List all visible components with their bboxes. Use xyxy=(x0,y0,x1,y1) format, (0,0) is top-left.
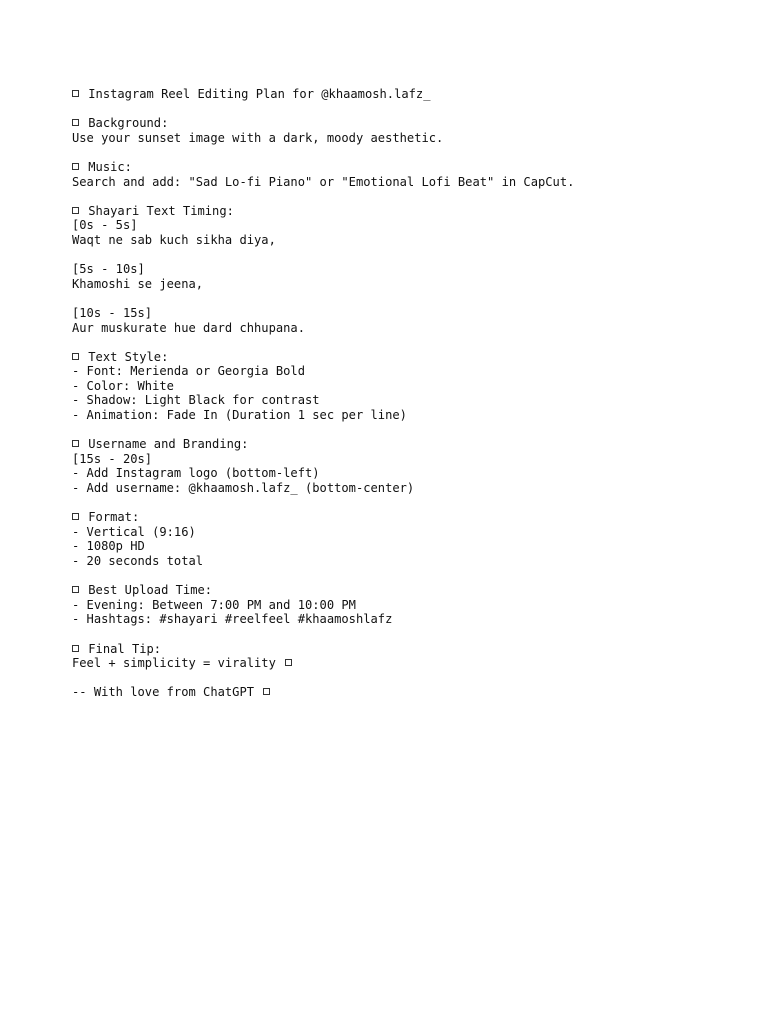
spacer xyxy=(72,496,752,511)
shayari-heading: Shayari Text Timing: xyxy=(88,203,234,218)
spacer xyxy=(72,627,752,642)
missing-glyph-icon xyxy=(72,90,79,97)
music-heading-line xyxy=(72,160,752,175)
spacer xyxy=(72,335,752,350)
spacer xyxy=(72,291,752,306)
final-tip-text: Feel + simplicity = virality xyxy=(72,656,276,671)
spacer xyxy=(72,423,752,438)
signoff-text: -- With love from ChatGPT xyxy=(72,685,255,700)
spacer xyxy=(72,671,752,686)
final-tip-heading-line xyxy=(72,642,752,657)
spacer xyxy=(72,102,752,117)
document-title-line xyxy=(72,87,752,102)
branding-heading: Username and Branding: xyxy=(88,437,249,452)
signoff-line xyxy=(72,685,752,700)
upload-time-item: - Hashtags: #shayari #reelfeel #khaamoshlafz xyxy=(72,612,393,627)
text-style-item: - Color: White xyxy=(72,378,174,393)
branding-item: - Add username: @khaamosh.lafz_ (bottom-center) xyxy=(72,481,415,496)
spacer xyxy=(72,145,752,160)
background-heading: Background: xyxy=(88,116,169,131)
missing-glyph-icon xyxy=(72,513,79,520)
shayari-time-3: [10s - 15s] xyxy=(72,305,153,320)
upload-time-heading: Best Upload Time: xyxy=(88,583,213,598)
text-style-heading-line xyxy=(72,350,752,365)
spacer xyxy=(72,189,752,204)
final-tip-heading: Final Tip: xyxy=(88,641,162,656)
background-heading-line xyxy=(72,116,752,131)
missing-glyph-icon xyxy=(72,207,79,214)
shayari-line-3: Aur muskurate hue dard chhupana. xyxy=(72,320,305,335)
shayari-line-2: Khamoshi se jeena, xyxy=(72,276,204,291)
missing-glyph-icon xyxy=(72,645,79,652)
text-style-item: - Shadow: Light Black for contrast xyxy=(72,393,320,408)
format-heading-line xyxy=(72,510,752,525)
spacer xyxy=(72,248,752,263)
upload-time-item: - Evening: Between 7:00 PM and 10:00 PM xyxy=(72,597,356,612)
branding-item: - Add Instagram logo (bottom-left) xyxy=(72,466,320,481)
missing-glyph-icon xyxy=(263,688,270,695)
missing-glyph-icon xyxy=(72,586,79,593)
text-style-item: - Font: Merienda or Georgia Bold xyxy=(72,364,305,379)
upload-time-heading-line xyxy=(72,583,752,598)
music-text: Search and add: "Sad Lo-fi Piano" or "Emotional Lofi Beat" in CapCut. xyxy=(72,174,575,189)
plan-document xyxy=(72,87,752,700)
spacer xyxy=(72,569,752,584)
missing-glyph-icon xyxy=(285,659,292,666)
branding-time: [15s - 20s] xyxy=(72,451,153,466)
shayari-time-1: [0s - 5s] xyxy=(72,218,138,233)
format-item: - 20 seconds total xyxy=(72,554,204,568)
missing-glyph-icon xyxy=(72,353,79,360)
format-item: - Vertical (9:16) xyxy=(72,524,196,539)
shayari-line-1: Waqt ne sab kuch sikha diya, xyxy=(72,232,276,247)
missing-glyph-icon xyxy=(72,163,79,170)
branding-heading-line xyxy=(72,437,752,452)
document-title: Instagram Reel Editing Plan for @khaamosh.lafz_ xyxy=(88,87,431,101)
format-item: - 1080p HD xyxy=(72,539,145,554)
text-style-heading: Text Style: xyxy=(88,349,169,364)
music-heading: Music: xyxy=(88,159,132,174)
missing-glyph-icon xyxy=(72,119,79,126)
background-text: Use your sunset image with a dark, moody aesthetic. xyxy=(72,130,444,145)
shayari-time-2: [5s - 10s] xyxy=(72,262,145,277)
shayari-heading-line xyxy=(72,204,752,219)
missing-glyph-icon xyxy=(72,440,79,447)
format-heading: Format: xyxy=(88,510,140,525)
text-style-item: - Animation: Fade In (Duration 1 sec per line) xyxy=(72,408,407,423)
final-tip-text-line xyxy=(72,656,752,671)
